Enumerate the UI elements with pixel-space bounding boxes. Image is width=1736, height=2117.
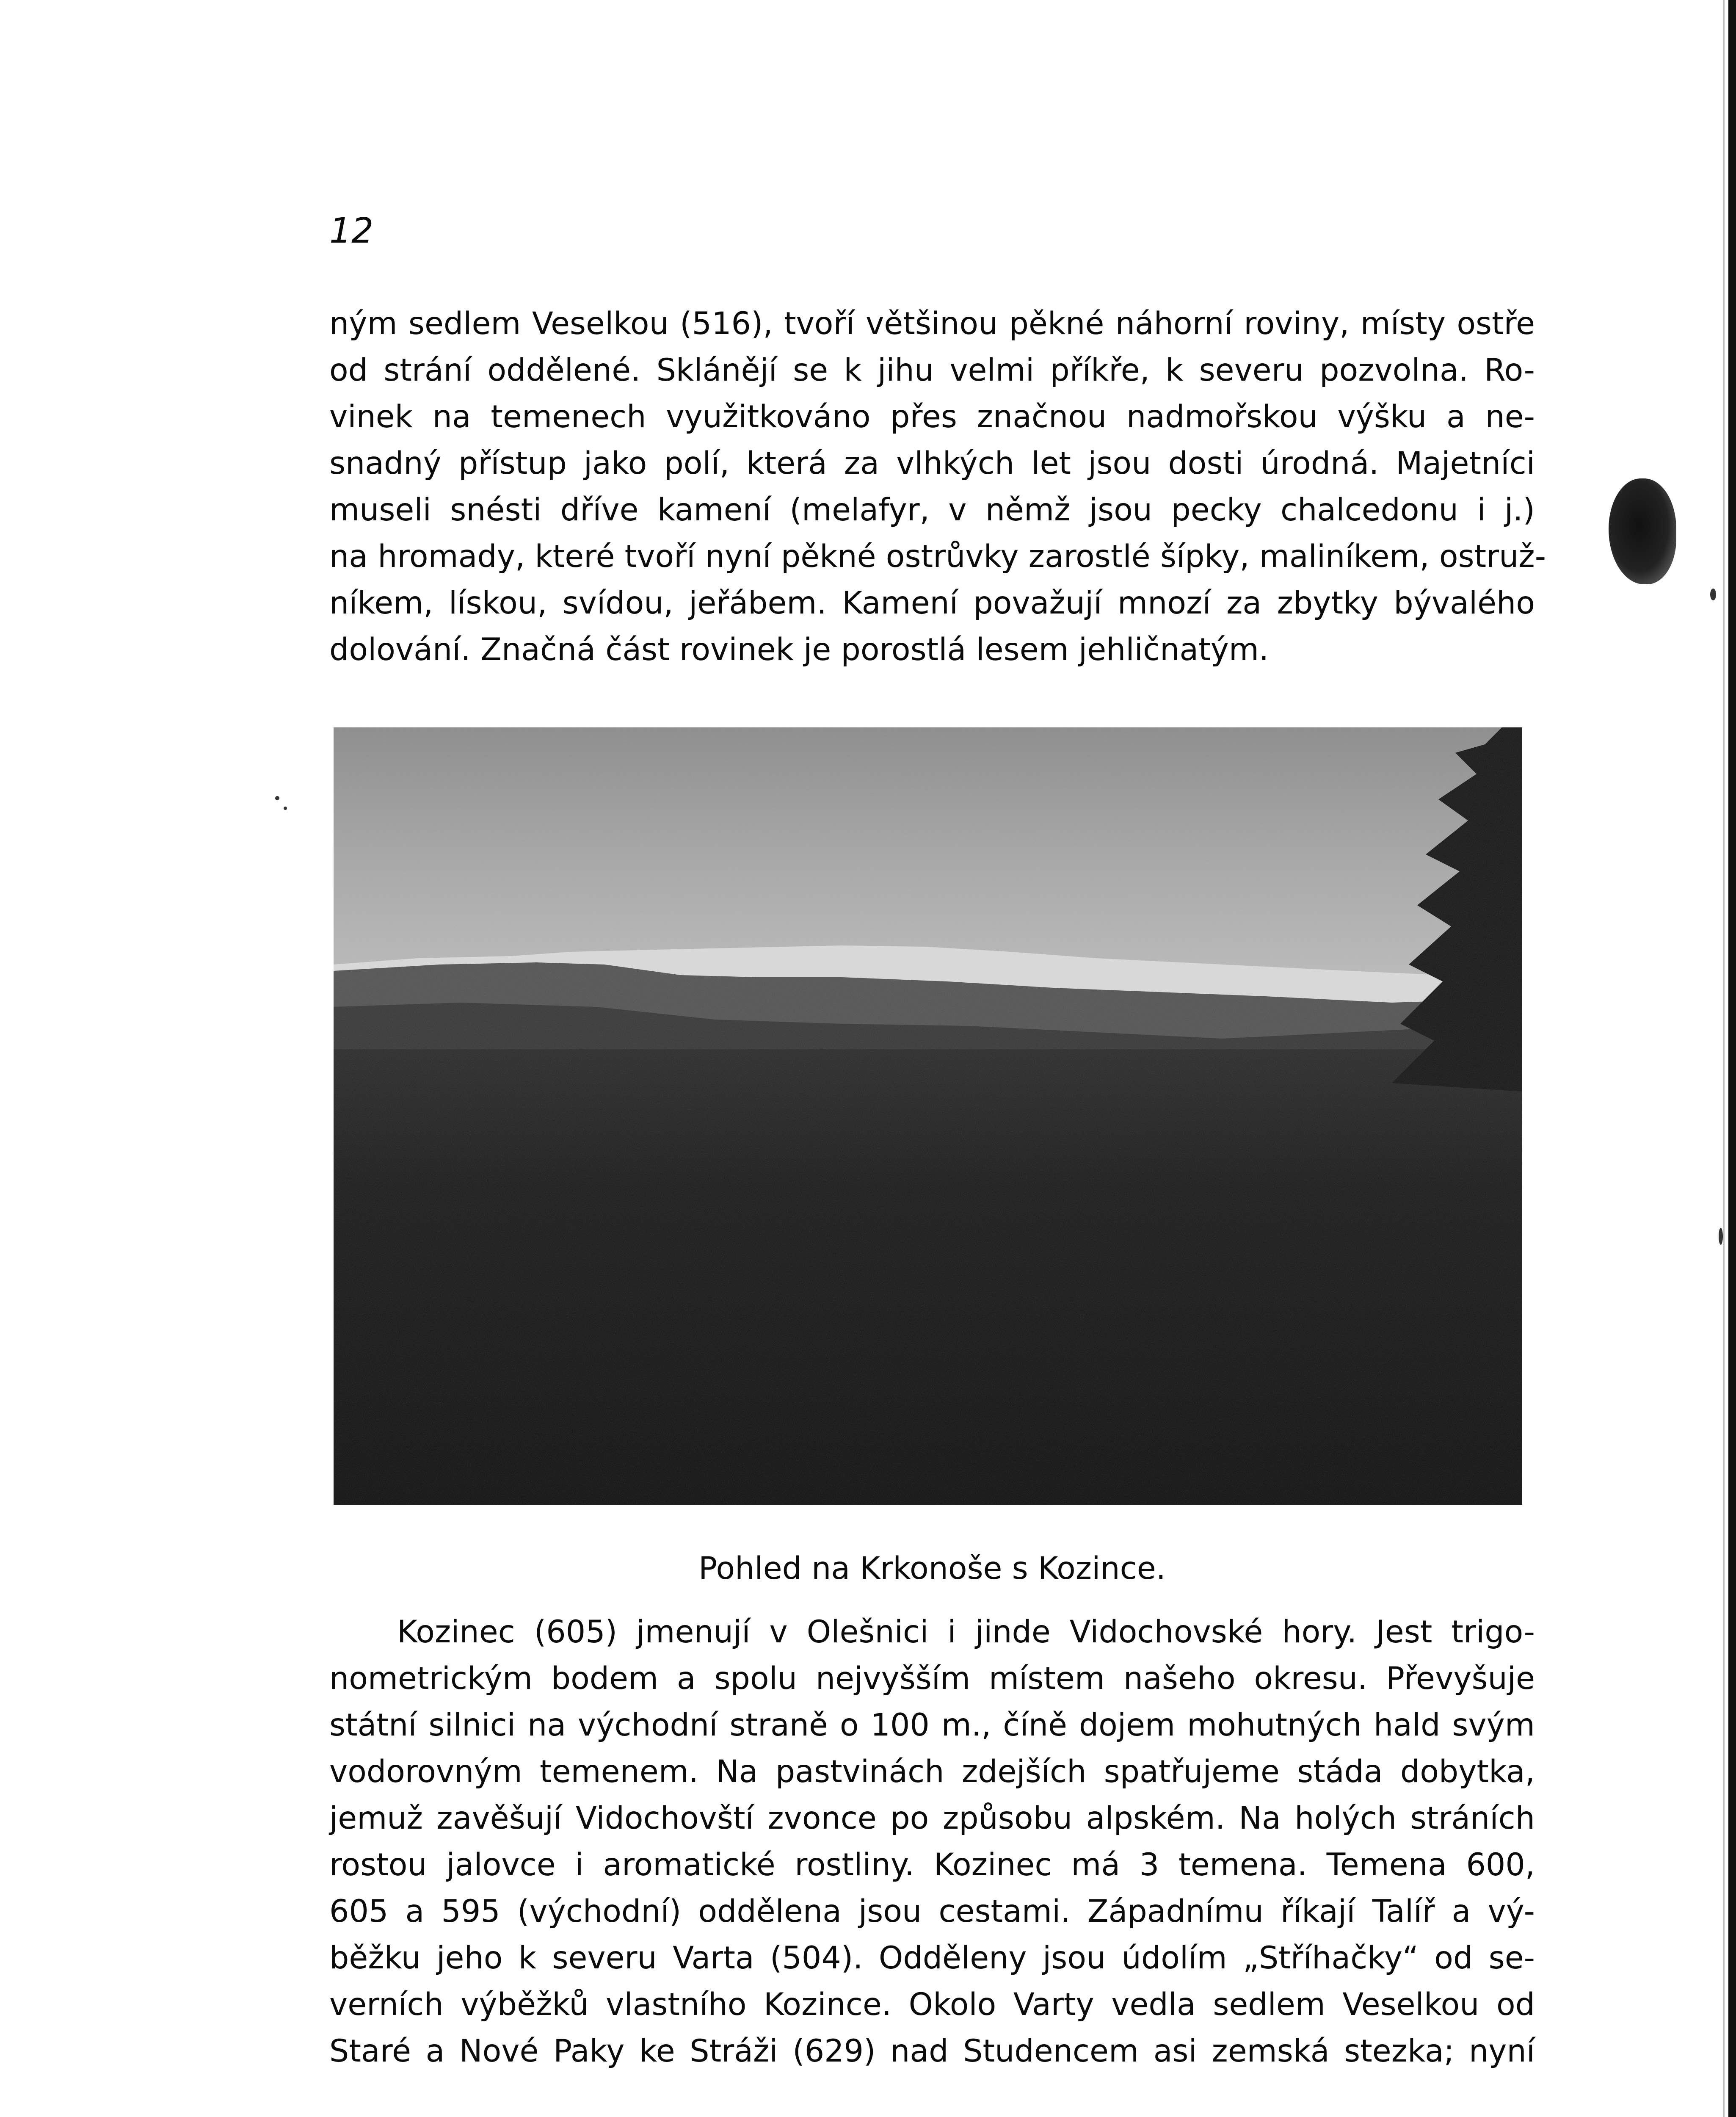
text-line: běžku jeho k severu Varta (504). Odděleny jsou údolím „Stříhačky“ od se-: [329, 1940, 1535, 1976]
text-line: rostou jalovce i aromatické rostliny. Kozinec má 3 temena. Temena 600,: [329, 1847, 1535, 1883]
text-line: vodorovným temenem. Na pastvinách zdejších spatřujeme stáda dobytka,: [329, 1754, 1535, 1790]
landscape-photo: [334, 727, 1522, 1505]
scan-speck: [275, 796, 279, 800]
figure-caption: Pohled na Krkonoše s Kozince.: [698, 1550, 1166, 1586]
scan-edge-line: [1723, 0, 1725, 2117]
text-line: nometrickým bodem a spolu nejvyšším místem našeho okresu. Převyšuje: [329, 1661, 1535, 1697]
text-line: státní silnici na východní straně o 100 m., číně dojem mohutných hald svým: [329, 1707, 1535, 1743]
scan-speck: [1710, 589, 1716, 600]
text-line: Staré a Nové Paky ke Stráži (629) nad Studencem asi zemská stezka; nyní: [329, 2033, 1535, 2069]
text-line: níkem, lískou, svídou, jeřábem. Kamení považují mnozí za zbytky bývalého: [329, 585, 1535, 621]
text-line: od strání oddělené. Sklánějí se k jihu velmi příkře, k severu pozvolna. Ro-: [329, 352, 1535, 388]
scan-border: [1728, 0, 1736, 2117]
text-line: snadný přístup jako polí, která za vlhkých let jsou dosti úrodná. Majetníci: [329, 445, 1535, 481]
text-line: 605 a 595 (východní) oddělena jsou cestami. Západnímu říkají Talíř a vý-: [329, 1893, 1535, 1929]
text-line: jemuž zavěšují Vidochovští zvonce po způsobu alpském. Na holých stráních: [329, 1800, 1535, 1836]
scan-speck: [284, 807, 287, 810]
paragraph-intro: [329, 301, 1546, 673]
text-line: Kozinec (605) jmenují v Olešnici i jinde Vidochovské hory. Jest trigo-: [397, 1614, 1535, 1650]
text-line: dolování. Značná část rovinek je porostlá lesem jehličnatým.: [329, 632, 1269, 668]
page-number: 12: [329, 211, 374, 251]
scan-speck: [1719, 1228, 1723, 1245]
landscape-photo-drawing: [334, 727, 1522, 1505]
text-line: na hromady, které tvoří nyní pěkné ostrůvky zarostlé šípky, maliníkem, ostruž-: [329, 539, 1546, 575]
text-line: verních výběžků vlastního Kozince. Okolo Varty vedla sedlem Veselkou od: [329, 1987, 1535, 2023]
text-line: museli snésti dříve kamení (melafyr, v němž jsou pecky chalcedonu i j.): [329, 492, 1535, 528]
ink-blot: [1609, 478, 1676, 584]
text-line: vinek na temenech využitkováno přes značnou nadmořskou výšku a ne-: [329, 399, 1535, 435]
text-line: ným sedlem Veselkou (516), tvoří většinou pěkné náhorní roviny, místy ostře: [329, 306, 1535, 342]
paragraph-kozinec: [329, 1609, 1535, 2075]
